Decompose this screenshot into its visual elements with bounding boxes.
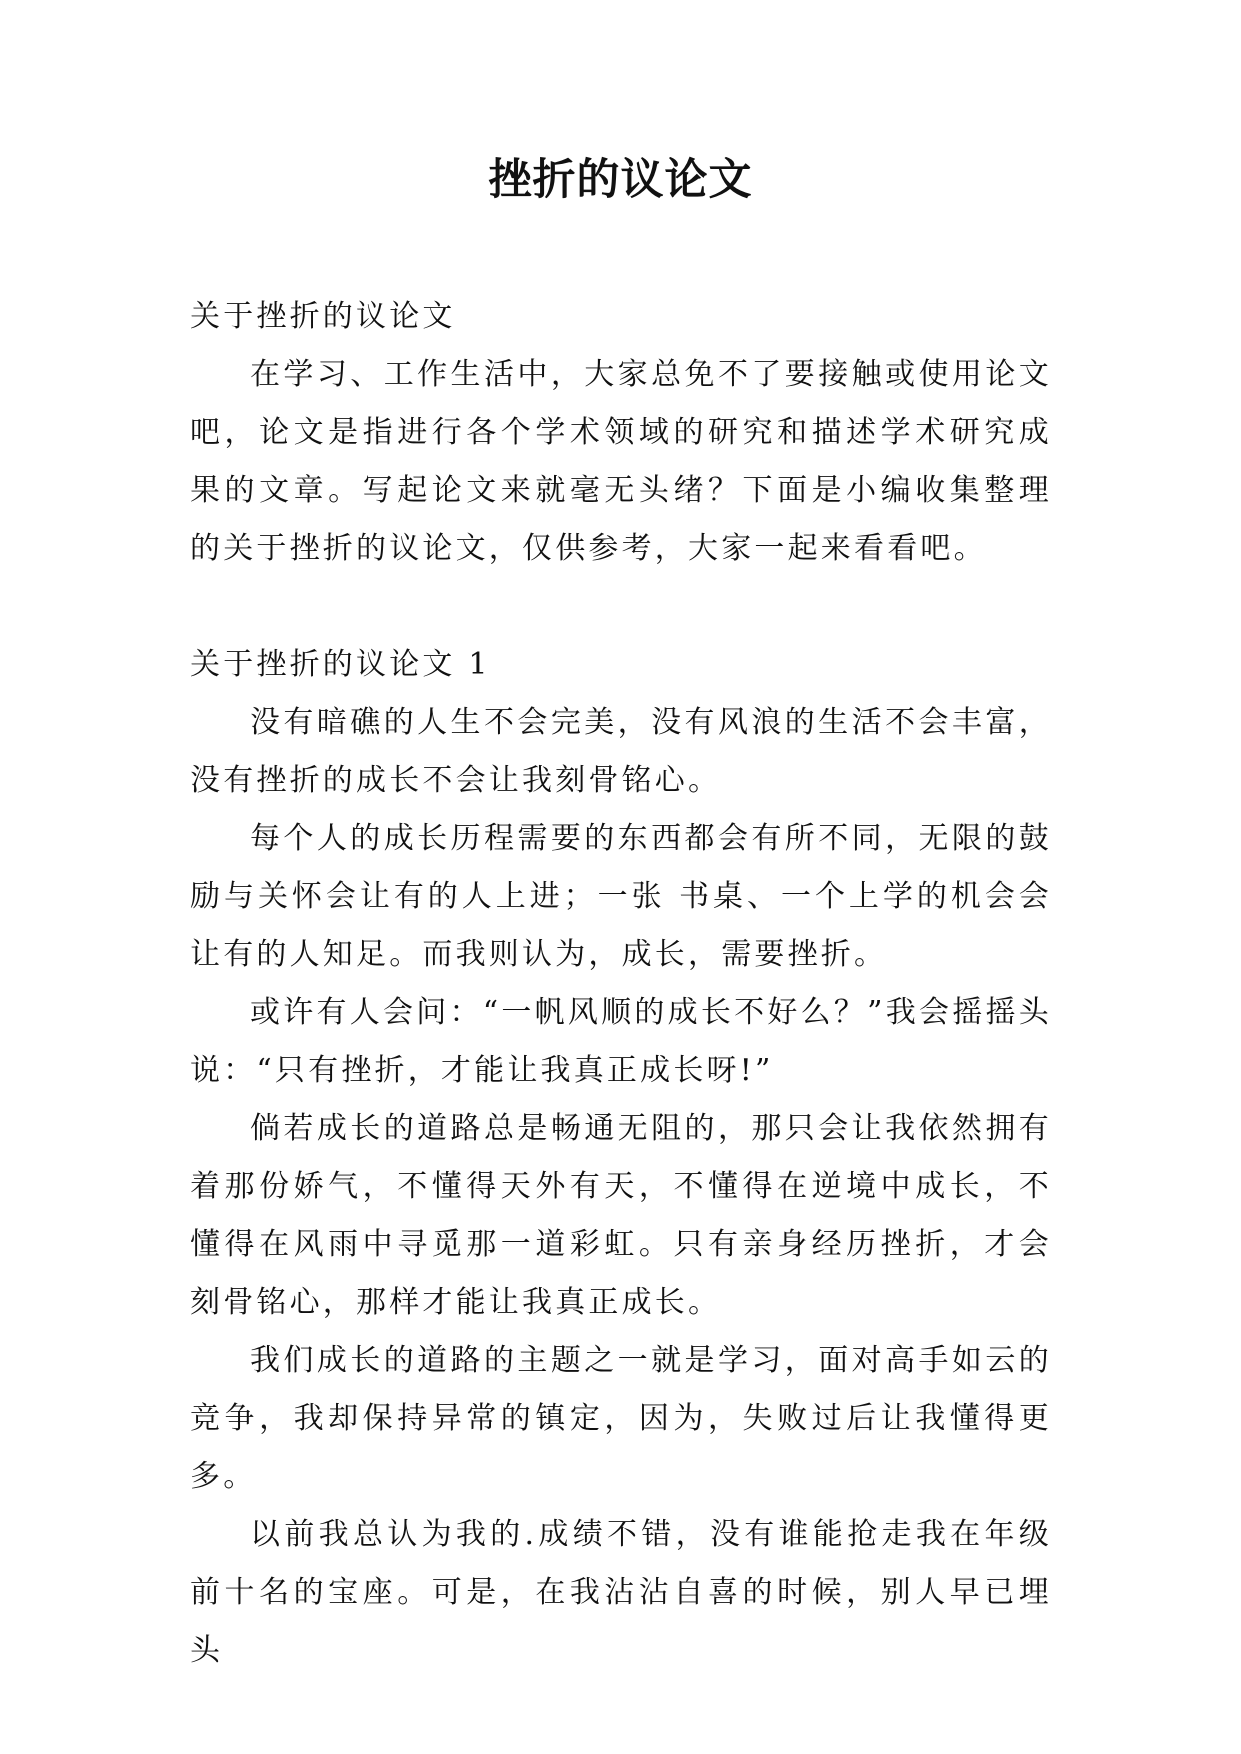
section1-heading: 关于挫折的议论文 1: [190, 647, 491, 682]
document-title: 挫折的议论文: [488, 155, 753, 205]
section1-paragraph-4: 倘若成长的道路总是畅通无阻的，那只会让我依然拥有着那份娇气，不懂得天外有天，不懂得在逆境中成长，不懂得在风雨中寻觅那一道彩虹。只有亲身经历挫折，才会刻骨铭心，那样才能让我真正成长。: [190, 1111, 1052, 1320]
section-spacer: [190, 578, 1052, 636]
intro-heading: 关于挫折的议论文: [190, 299, 456, 334]
section1-paragraph-1: 没有暗礁的人生不会完美，没有风浪的生活不会丰富，没有挫折的成长不会让我刻骨铭心。: [190, 705, 1052, 798]
section1-paragraph-3: 或许有人会问：“一帆风顺的成长不好么？”我会摇摇头说：“只有挫折，才能让我真正成长呀!”: [190, 995, 1052, 1088]
section1-paragraph-2: 每个人的成长历程需要的东西都会有所不同，无限的鼓励与关怀会让有的人上进；一张 书桌、一个上学的机会会让有的人知足。而我则认为，成长，需要挫折。: [190, 821, 1052, 972]
document-body: [190, 288, 1052, 1680]
section1-paragraph-6: 以前我总认为我的.成绩不错，没有谁能抢走我在年级前十名的宝座。可是，在我沾沾自喜的时候，别人早已埋头: [190, 1517, 1052, 1668]
section1-paragraph-5: 我们成长的道路的主题之一就是学习，面对高手如云的竞争，我却保持异常的镇定，因为，失败过后让我懂得更多。: [190, 1343, 1052, 1494]
intro-paragraph: 在学习、工作生活中，大家总免不了要接触或使用论文吧，论文是指进行各个学术领域的研究和描述学术研究成果的文章。写起论文来就毫无头绪？下面是小编收集整理的关于挫折的议论文，仅供参考，大家一起来看看吧。: [190, 357, 1052, 566]
